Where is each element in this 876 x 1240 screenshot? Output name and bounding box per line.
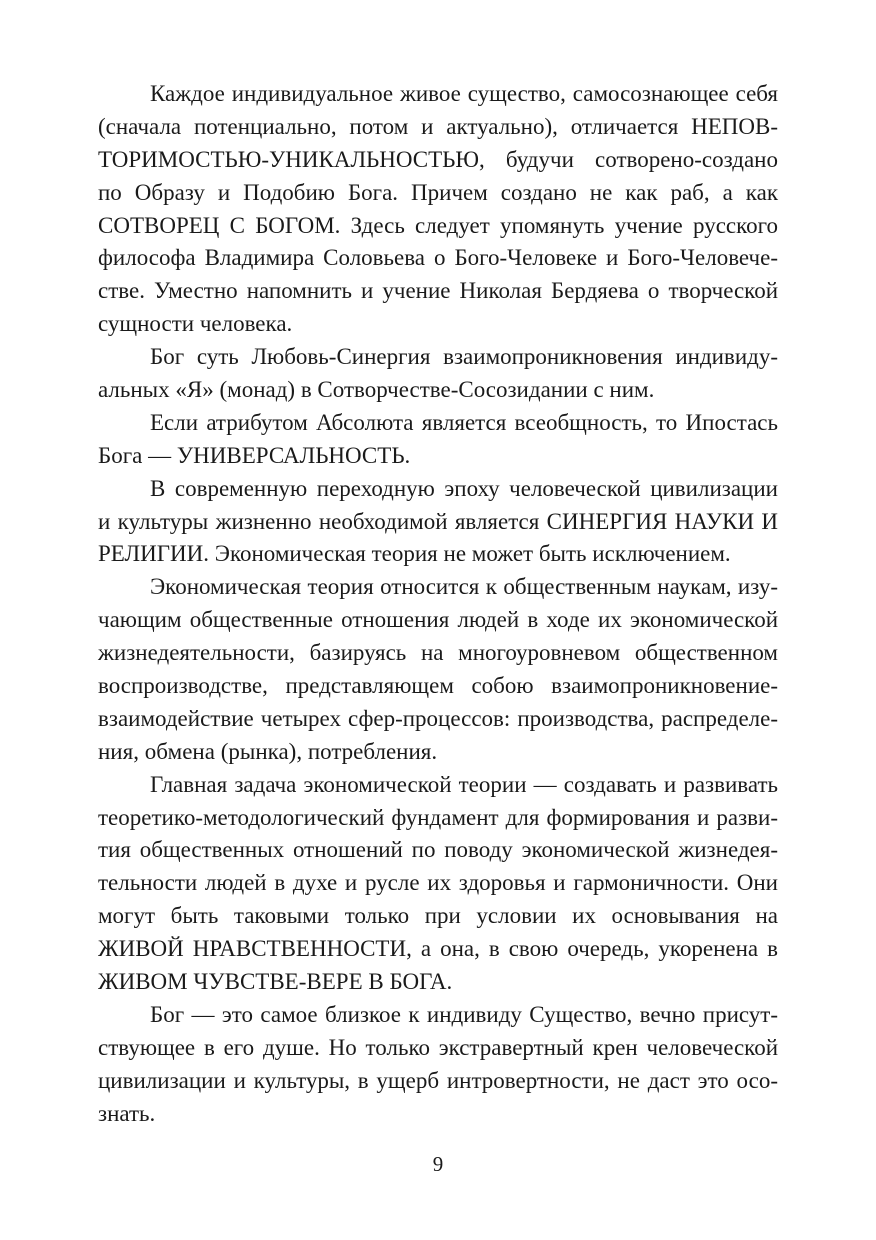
text-line: философа Владимира Соловьева о Бого-Человеке и Бого-Человече-: [98, 245, 778, 271]
page-body: [98, 78, 778, 1131]
text-line: ТОРИМОСТЬЮ-УНИКАЛЬНОСТЬЮ, будучи сотворено-создано: [98, 146, 778, 172]
text-line: сущности человека.: [98, 311, 293, 337]
text-line: цивилизации и культуры, в ущерб интровертности, не даст это осо-: [98, 1067, 778, 1093]
paragraph-5: [98, 571, 778, 768]
text-line: Если атрибутом Абсолюта является всеобщность, то Ипостась: [150, 409, 778, 435]
text-line: воспроизводстве, представляющем собою взаимопроникновение-: [98, 673, 778, 699]
paragraph-7: [98, 999, 778, 1131]
text-line: стве. Уместно напомнить и учение Николая Бердяева о творческой: [98, 278, 778, 304]
text-line: могут быть таковыми только при условии их основывания на: [98, 903, 778, 929]
text-line: ствующее в его душе. Но только экстравертный крен человеческой: [98, 1034, 778, 1060]
paragraph-6: [98, 769, 778, 999]
text-line: РЕЛИГИИ. Экономическая теория не может быть исключением.: [98, 541, 731, 567]
text-line: ния, обмена (рынка), потребления.: [98, 738, 438, 764]
text-line: жизнедеятельности, базируясь на многоуровневом общественном: [98, 640, 778, 666]
text-line: Бог суть Любовь-Синергия взаимопроникновения индивиду-: [150, 344, 778, 370]
text-line: тельности людей в духе и русле их здоровья и гармоничности. Они: [98, 870, 778, 896]
text-line: Каждое индивидуальное живое существо, самосознающее себя: [150, 81, 778, 106]
text-line: Бога — УНИВЕРСАЛЬНОСТЬ.: [98, 442, 411, 468]
paragraph-4: [98, 473, 778, 572]
text-line: (сначала потенциально, потом и актуально), отличается НЕПОВ-: [98, 113, 778, 139]
text-line: ЖИВОЙ НРАВСТВЕННОСТИ, а она, в свою очередь, укоренена в: [98, 936, 778, 962]
paragraph-2: [98, 341, 778, 407]
text-line: взаимодействие четырех сфер-процессов: производства, распределе-: [98, 705, 778, 731]
text-line: теоретико-методологический фундамент для формирования и разви-: [98, 804, 778, 830]
text-line: Главная задача экономической теории — создавать и развивать: [150, 771, 778, 797]
text-line: В современную переходную эпоху человеческой цивилизации: [150, 475, 778, 501]
text-line: СОТВОРЕЦ С БОГОМ. Здесь следует упомянуть учение русского: [98, 212, 778, 238]
paragraph-3: [98, 407, 778, 473]
text-line: Бог — это самое близкое к индивиду Существо, вечно присут-: [150, 1001, 778, 1027]
text-line: и культуры жизненно необходимой является СИНЕРГИЯ НАУКИ И: [98, 508, 778, 534]
text-line: по Образу и Подобию Бога. Причем создано не как раб, а как: [98, 179, 778, 205]
page-number: 9: [432, 1152, 444, 1176]
text-line: альных «Я» (монад) в Сотворчестве-Сосозидании с ним.: [98, 377, 655, 403]
text-line: ЖИВОМ ЧУВСТВЕ-ВЕРЕ В БОГА.: [98, 969, 453, 995]
text-line: Экономическая теория относится к общественным наукам, изу-: [150, 574, 778, 600]
paragraph-1: [98, 78, 778, 341]
text-line: чающим общественные отношения людей в ходе их экономической: [98, 607, 778, 633]
text-line: тия общественных отношений по поводу экономической жизнедея-: [98, 837, 778, 863]
text-line: знать.: [98, 1100, 156, 1126]
